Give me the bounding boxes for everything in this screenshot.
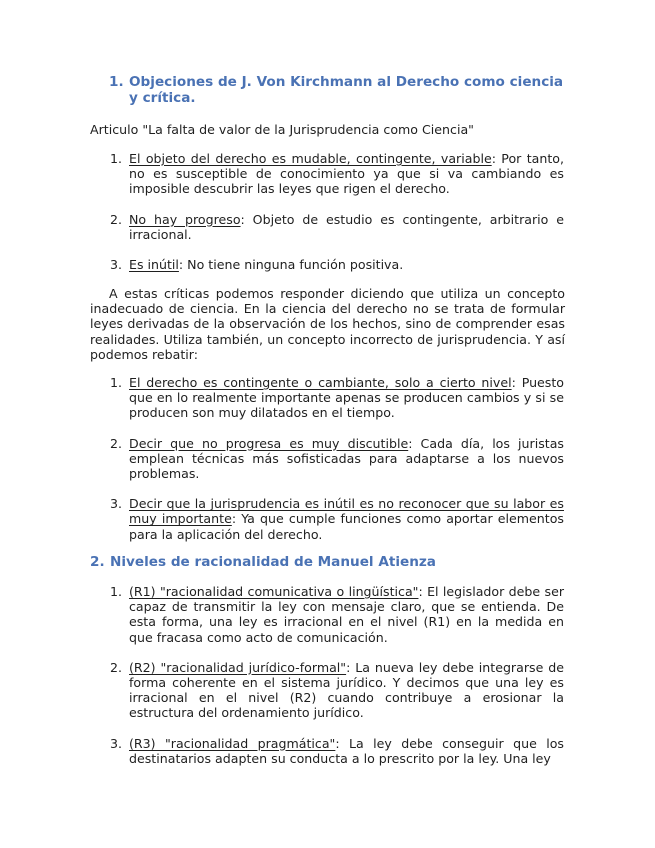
- list-item: [110, 375, 564, 421]
- list-term: (R3) "racionalidad pragmática": [129, 735, 336, 751]
- list-item: [110, 496, 564, 542]
- list-term: (R2) "racionalidad jurídico-formal": [129, 659, 347, 675]
- list-item: [110, 435, 564, 482]
- list-text: : Objeto de estudio es contingente, arbitrario e irracional.: [129, 211, 564, 242]
- list-number: 2.: [110, 435, 123, 451]
- section2-heading: [90, 554, 565, 571]
- section2-number: 2.: [90, 554, 105, 570]
- list-number: 2.: [110, 211, 123, 227]
- list-term: El objeto del derecho es mudable, contingente, variable: [129, 151, 492, 166]
- list-term: Decir que la jurisprudencia es inútil es no reconocer que su labor es muy importante: [129, 496, 564, 527]
- list-text: : Ya que cumple funciones como aportar elementos para la aplicación del derecho.: [129, 511, 564, 542]
- response-paragraph: A estas críticas podemos responder diciendo que utiliza un concepto inadecuado de ciencia. En la ciencia del derecho no se trata de formular leyes derivadas de la observación de los hechos, sino de comprender esas realidades. Utiliza también, un concepto incorrecto de jurisprudencia. Y así podemos rebatir:: [90, 286, 565, 362]
- list-term: (R1) "racionalidad comunicativa o lingüística": [129, 584, 419, 599]
- article-title: Articulo "La falta de valor de la Jurisprudencia como Ciencia": [90, 122, 474, 137]
- list-number: 1.: [110, 375, 123, 390]
- list-item: [110, 151, 564, 197]
- list-term: El derecho es contingente o cambiante, solo a cierto nivel: [129, 375, 512, 390]
- list-term: Decir que no progresa es muy discutible: [129, 435, 409, 451]
- list-text: : La ley debe conseguir que los destinatarios adapten su conducta a lo prescrito por la ley. Una ley: [129, 735, 564, 766]
- list-number: 1.: [110, 151, 123, 166]
- rationality-levels-list: [110, 584, 564, 781]
- list-item: [110, 211, 564, 242]
- section1-title: Objeciones de J. Von Kirchmann al Derecho como ciencia y crítica.: [129, 74, 564, 106]
- list-text: : Por tanto, no es susceptible de conocimiento ya que si va cambiando es imposible descubrir las leyes que rigen el derecho.: [129, 151, 564, 197]
- list-number: 2.: [110, 659, 123, 675]
- rebuttals-list: [110, 375, 564, 557]
- list-number: 3.: [110, 735, 123, 751]
- section1-number: 1.: [109, 74, 124, 90]
- list-text: : Cada día, los juristas emplean técnicas más sofisticadas para adaptarse a los nuevos problemas.: [129, 435, 564, 482]
- list-item: [110, 659, 564, 721]
- list-number: 3.: [110, 496, 123, 512]
- list-term: Es inútil: [129, 257, 179, 273]
- list-text: : Puesto que en lo realmente importante apenas se producen cambios y si se producen son muy dilatados en el tiempo.: [129, 375, 564, 421]
- list-item: [110, 735, 564, 766]
- list-text: : La nueva ley debe integrarse de forma coherente en el sistema jurídico. Y decimos que una ley es irracional en el nivel (R2) cuando contribuye a erosionar la estructura del ordenamiento jurídico.: [129, 659, 564, 721]
- list-number: 1.: [110, 584, 123, 599]
- objections-list: [110, 151, 564, 287]
- list-term: No hay progreso: [129, 211, 241, 227]
- list-item: [110, 257, 564, 273]
- section1-heading: [109, 74, 565, 106]
- list-item: [110, 584, 564, 645]
- list-number: 3.: [110, 257, 123, 273]
- section2-title: Niveles de racionalidad de Manuel Atienza: [110, 554, 436, 570]
- list-text: : No tiene ninguna función positiva.: [178, 257, 404, 273]
- list-text: : El legislador debe ser capaz de transmitir la ley con mensaje claro, que se entienda. De esta forma, una ley es irracional en el nivel (R1) en la medida en que fracasa como acto de comunicación.: [129, 584, 564, 645]
